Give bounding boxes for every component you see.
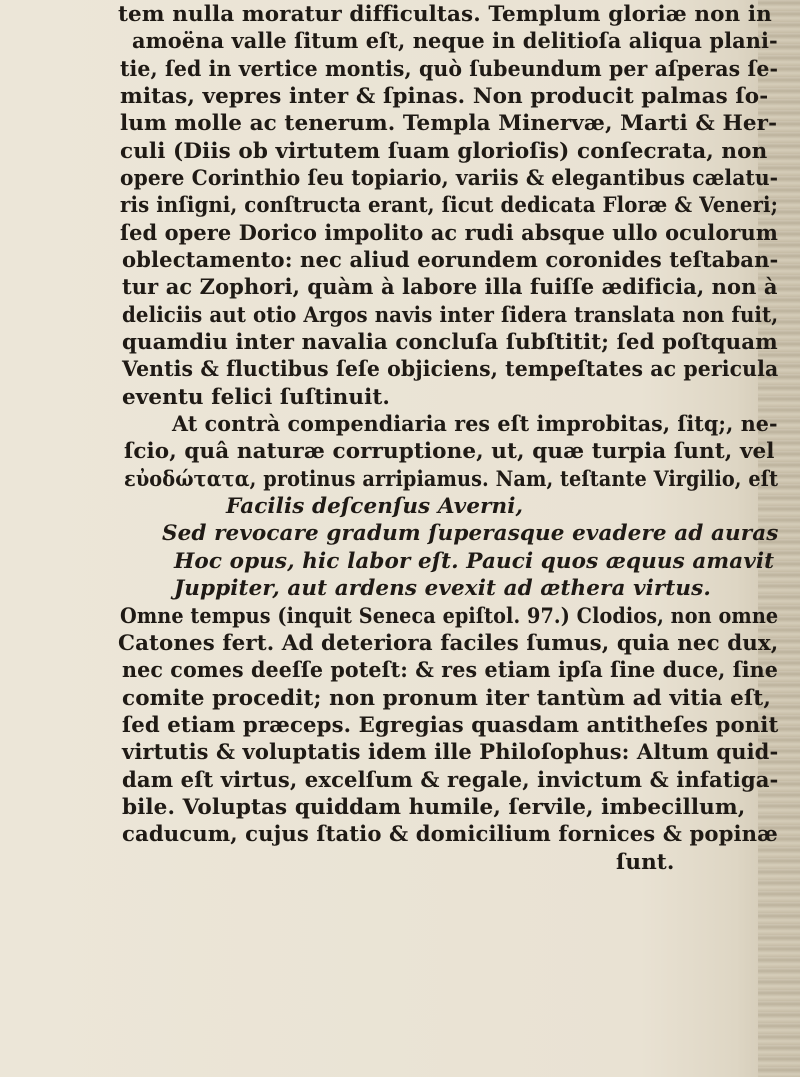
text-line: tie, ſed in vertice montis, quò ſubeundum per aſperas ſe- <box>120 57 779 82</box>
text-line: oblectamento: nec aliud eorundem coronides teſtaban- <box>122 248 779 273</box>
text-line: Ventis & fluctibus ſeſe objiciens, tempeſtates ac pericula <box>122 357 779 382</box>
text-line: quamdiu inter navalia concluſa ſubſtitit; ſed poſtquam <box>122 330 778 355</box>
text-line: nec comes deeſſe poteſt: & res etiam ipſa ſine duce, ſine <box>122 658 778 683</box>
text-line: ſcio, quâ naturæ corruptione, ut, quæ turpia ſunt, vel <box>124 439 775 464</box>
text-line: At contrà compendiaria res eſt improbitas, ſitq;, ne- <box>172 412 778 437</box>
text-line: bile. Voluptas quiddam humile, ſervile, imbecillum, <box>122 795 746 820</box>
text-line: ſed opere Dorico impolito ac rudi absque ullo oculorum <box>120 221 779 246</box>
text-line: caducum, cujus ſtatio & domicilium fornices & popinæ <box>122 822 778 847</box>
text-line: comite procedit; non pronum iter tantùm ad vitia eſt, <box>122 686 771 711</box>
text-line: mitas, vepres inter & ſpinas. Non producit palmas ſo- <box>120 84 769 109</box>
text-line: tem nulla moratur difficultas. Templum gloriæ non in <box>118 2 772 27</box>
text-line: dam eſt virtus, excelſum & regale, invictum & infatiga- <box>122 768 779 793</box>
text-line: ſunt. <box>616 850 675 875</box>
verse-line: Sed revocare gradum ſuperasque evadere ad auras <box>162 521 779 546</box>
text-line: virtutis & voluptatis idem ille Philoſophus: Altum quid- <box>122 740 779 765</box>
verse-line: Juppiter, aut ardens evexit ad æthera virtus. <box>174 576 711 601</box>
text-line: amoëna valle ſitum eſt, neque in delitioſa aliqua plani- <box>132 29 778 54</box>
text-line: Omne tempus (inquit Seneca epiſtol. 97.) Clodios, non omne <box>120 604 779 629</box>
text-line: Catones fert. Ad deteriora faciles ſumus, quia nec dux, <box>118 631 779 656</box>
text-line: tur ac Zophori, quàm à labore illa fuiſſe ædificia, non à <box>122 275 778 300</box>
text-line: culi (Diis ob virtutem ſuam glorioſis) conſecrata, non <box>120 139 768 164</box>
text-line: lum molle ac tenerum. Templa Minervæ, Marti & Her- <box>120 111 778 136</box>
text-line: eventu felici ſuſtinuit. <box>122 385 391 410</box>
text-line: opere Corinthio ſeu topiario, variis & elegantibus cælatu- <box>120 166 779 191</box>
text-line: εὐοδώτατα, protinus arripiamus. Nam, teſtante Virgilio, eſt <box>124 467 779 492</box>
verse-line: Facilis deſcenſus Averni, <box>226 494 524 519</box>
text-line: ris inſigni, conſtructa erant, ſicut dedicata Floræ & Veneri; <box>120 193 778 218</box>
text-line: deliciis aut otio Argos navis inter ſidera translata non fuit, <box>122 303 779 328</box>
text-line: ſed etiam præceps. Egregias quasdam antitheſes ponit <box>122 713 779 738</box>
verse-line: Hoc opus, hic labor eſt. Pauci quos æquus amavit <box>174 549 775 574</box>
